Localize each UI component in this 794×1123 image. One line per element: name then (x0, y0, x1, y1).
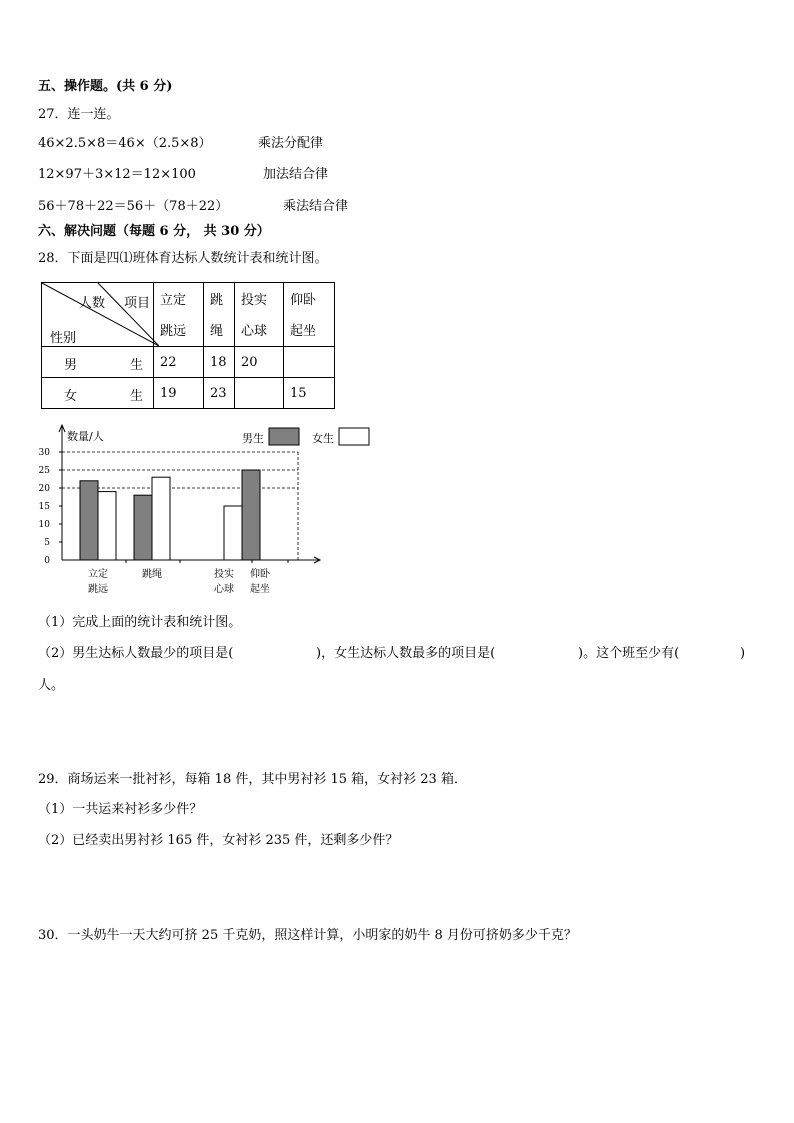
table-corner-cell (42, 283, 154, 347)
q29-sub1: （1）一共运来衬衫多少件？ (38, 802, 203, 817)
q29-sub2: （2）已经卖出男衬衫 165 件，女衬衫 235 件，还剩多少件？ (38, 833, 399, 848)
section5-heading: 五、操作题。(共 6 分) (38, 79, 173, 94)
row-label-boys (42, 347, 154, 378)
x-tick-label: 起坐 (250, 584, 270, 595)
x-tick-label: 仰卧 (250, 569, 270, 580)
bar (98, 492, 116, 560)
q28-sub2-b: )，女生达标人数最多的项目是( (316, 646, 496, 661)
col-header-jump-rope (204, 283, 235, 347)
bar (242, 470, 260, 560)
col-header-line: 心球 (241, 323, 268, 339)
y-tick-label: 15 (38, 502, 50, 512)
bar-chart (30, 420, 390, 600)
table-cell: 18 (204, 347, 235, 378)
x-tick-label: 心球 (214, 584, 234, 595)
table-row-girls (42, 378, 335, 409)
table-cell: 22 (154, 347, 204, 378)
bar (80, 481, 98, 560)
q28-sub2-c: )。这个班至少有( (578, 646, 680, 661)
q28-sub2-d: ) (740, 646, 746, 661)
y-tick-label: 10 (38, 520, 50, 530)
y-axis-label: 数量/人 (67, 430, 104, 443)
col-header-line: 仰卧 (290, 292, 317, 308)
q28-sub1: （1）完成上面的统计表和统计图。 (38, 615, 242, 630)
row-label-girls (42, 378, 154, 409)
col-header-line: 跳远 (160, 323, 187, 339)
q30-prompt: 30．一头奶牛一天大约可挤 25 千克奶，照这样计算，小明家的奶牛 8 月份可挤奶多少千克？ (38, 928, 577, 943)
legend-label: 女生 (312, 432, 334, 445)
legend-swatch (339, 428, 369, 445)
col-header-line: 立定 (160, 292, 187, 308)
table-cell: 20 (235, 347, 284, 378)
q27-right-2: 加法结合律 (263, 167, 329, 182)
y-tick-label: 20 (38, 484, 50, 494)
corner-label-count: 人数 (79, 296, 106, 311)
x-tick-label: 立定 (88, 569, 108, 580)
bar (152, 477, 170, 560)
q27-right-3: 乘法结合律 (283, 199, 349, 214)
q27-left-2: 12×97＋3×12＝12×100 (38, 167, 196, 182)
col-header-line: 投实 (241, 292, 268, 308)
q27-right-1: 乘法分配律 (258, 136, 324, 151)
corner-label-item: 项目 (124, 296, 151, 311)
col-header-line: 跳 (210, 292, 224, 308)
q27-left-1: 46×2.5×8＝46×（2.5×8） (38, 136, 212, 151)
q27-prompt: 27．连一连。 (38, 107, 120, 122)
x-tick-label: 跳远 (88, 584, 108, 595)
table-row-boys (42, 347, 335, 378)
section6-heading: 六、解决问题（每题 6 分， 共 30 分） (38, 224, 270, 239)
q29-prompt: 29．商场运来一批衬衫，每箱 18 件，其中男衬衫 15 箱，女衬衫 23 箱． (38, 772, 467, 787)
bar (134, 495, 152, 560)
table-cell: 23 (204, 378, 235, 409)
stats-table (41, 282, 335, 409)
q28-sub2-e: 人。 (38, 678, 65, 693)
q28-sub2-a: （2）男生达标人数最少的项目是( (38, 646, 234, 661)
row-label-part: 男 (64, 358, 78, 373)
table-cell: 15 (284, 378, 335, 409)
legend-swatch (269, 428, 299, 445)
x-tick-label: 投实 (214, 569, 234, 580)
q28-prompt: 28．下面是四⑴班体育达标人数统计表和统计图。 (38, 251, 328, 266)
col-header-line: 绳 (210, 323, 224, 339)
row-label-part: 女 (64, 389, 78, 404)
table-cell-blank[interactable] (235, 378, 284, 409)
col-header-long-jump (154, 283, 204, 347)
q27-left-3: 56＋78＋22＝56＋（78＋22） (38, 199, 229, 214)
col-header-sit-ups (284, 283, 335, 347)
x-tick-label: 跳绳 (142, 569, 162, 580)
y-tick-label: 25 (38, 466, 50, 476)
col-header-shot-put (235, 283, 284, 347)
table-cell: 19 (154, 378, 204, 409)
y-tick-label: 0 (44, 556, 50, 566)
y-tick-label: 5 (44, 538, 50, 548)
row-label-part: 生 (130, 358, 144, 373)
row-label-part: 生 (130, 389, 144, 404)
legend-label: 男生 (242, 432, 264, 445)
bar (224, 506, 242, 560)
corner-label-gender: 性别 (50, 331, 77, 346)
table-cell-blank[interactable] (284, 347, 335, 378)
y-tick-label: 30 (38, 448, 50, 458)
col-header-line: 起坐 (290, 323, 317, 339)
